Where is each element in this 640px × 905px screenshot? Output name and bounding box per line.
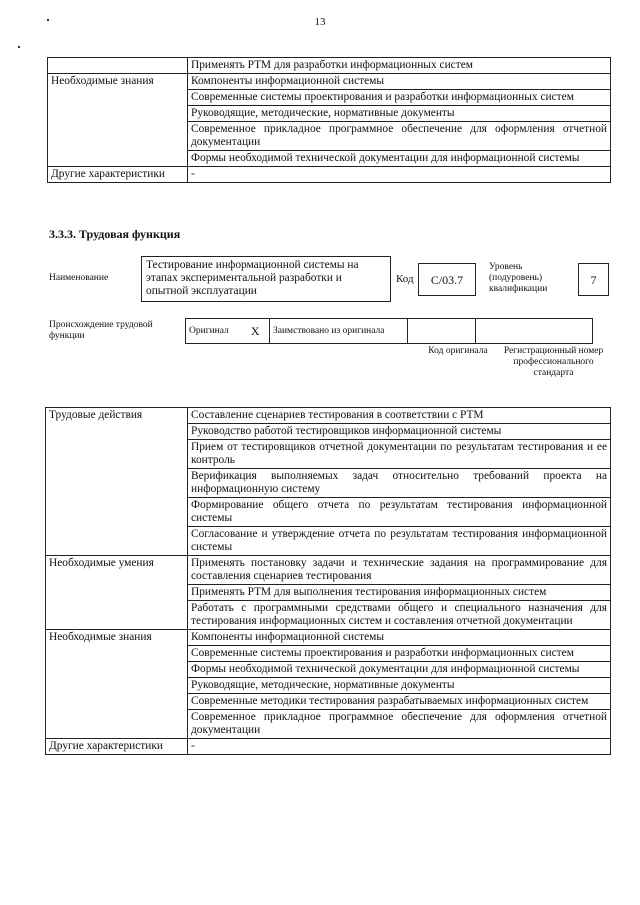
level-value-box: 7 — [578, 263, 609, 296]
row-item: Применять РТМ для разработки информационных систем — [188, 58, 611, 74]
table-row — [48, 167, 611, 183]
row-label — [48, 58, 188, 74]
table-row — [46, 739, 611, 755]
scan-speck — [18, 46, 20, 48]
row-label-skills: Необходимые умения — [46, 556, 188, 630]
code-label: Код — [396, 273, 414, 285]
row-item: Применять постановку задачи и технические задания на программирование для составления сценариев тестирования — [188, 556, 611, 585]
origin-label: Происхождение трудовой функции — [49, 320, 153, 341]
row-item: Руководящие, методические, нормативные документы — [188, 678, 611, 694]
row-item: Формирование общего отчета по результатам тестирования информационной системы — [188, 498, 611, 527]
row-item: Работать с программными средствами общего и специального назначения для тестирования информационных систем и составления отчетной документации — [188, 601, 611, 630]
origin-original-cell: Оригинал — [186, 319, 242, 344]
row-item: Руководство работой тестировщиков информационной системы — [188, 424, 611, 440]
row-label-other: Другие характеристики — [48, 167, 188, 183]
function-code-box: С/03.7 — [418, 263, 476, 296]
origin-table — [185, 318, 593, 344]
table-row — [46, 630, 611, 646]
row-label-other: Другие характеристики — [46, 739, 188, 755]
row-item: - — [188, 167, 611, 183]
name-label: Наименование — [49, 273, 109, 283]
row-item: Верификация выполняемых задач относительно требований проекта на информационную систему — [188, 469, 611, 498]
origin-code-cell — [408, 319, 476, 344]
row-item: Современное прикладное программное обеспечение для оформления отчетной документации — [188, 122, 611, 151]
row-label-knowledge: Необходимые знания — [46, 630, 188, 739]
origin-reg-caption: Регистрационный номер профессионального стандарта — [503, 346, 604, 378]
origin-code-caption: Код оригинала — [428, 346, 488, 356]
row-item: Современные методики тестирования разрабатываемых информационных систем — [188, 694, 611, 710]
table-row — [48, 74, 611, 90]
row-item: Применять РТМ для выполнения тестирования информационных систем — [188, 585, 611, 601]
row-item: Современное прикладное программное обеспечение для оформления отчетной документации — [188, 710, 611, 739]
row-label-knowledge: Необходимые знания — [48, 74, 188, 167]
row-item: Формы необходимой технической документации для информационной системы — [188, 662, 611, 678]
row-item: Формы необходимой технической документации для информационной системы — [188, 151, 611, 167]
row-item: Прием от тестировщиков отчетной документации по результатам тестирования и ее контроль — [188, 440, 611, 469]
row-item: Современные системы проектирования и разработки информационных систем — [188, 90, 611, 106]
row-item: Согласование и утверждение отчета по результатам тестирования информационной системы — [188, 527, 611, 556]
origin-borrowed-cell: Заимствовано из оригинала — [270, 319, 408, 344]
row-item: Современные системы проектирования и разработки информационных систем — [188, 646, 611, 662]
row-item: Компоненты информационной системы — [188, 630, 611, 646]
table-row — [46, 556, 611, 585]
top-requirements-table — [47, 57, 611, 183]
row-label-actions: Трудовые действия — [46, 408, 188, 556]
table-row — [46, 408, 611, 424]
row-item: Руководящие, методические, нормативные документы — [188, 106, 611, 122]
table-row — [186, 319, 593, 344]
row-item: - — [188, 739, 611, 755]
scan-speck — [47, 19, 49, 21]
origin-mark-cell: X — [242, 319, 270, 344]
level-label: Уровень (подуровень) квалификации — [489, 262, 548, 294]
function-name-box: Тестирование информационной системы на этапах экспериментальной разработки и опытной эксплуатации — [141, 256, 391, 302]
main-function-table — [45, 407, 611, 755]
table-row — [48, 58, 611, 74]
section-heading: 3.3.3. Трудовая функция — [49, 227, 181, 241]
page-number: 13 — [314, 16, 326, 28]
row-item: Составление сценариев тестирования в соответствии с РТМ — [188, 408, 611, 424]
origin-reg-cell — [476, 319, 593, 344]
row-item: Компоненты информационной системы — [188, 74, 611, 90]
